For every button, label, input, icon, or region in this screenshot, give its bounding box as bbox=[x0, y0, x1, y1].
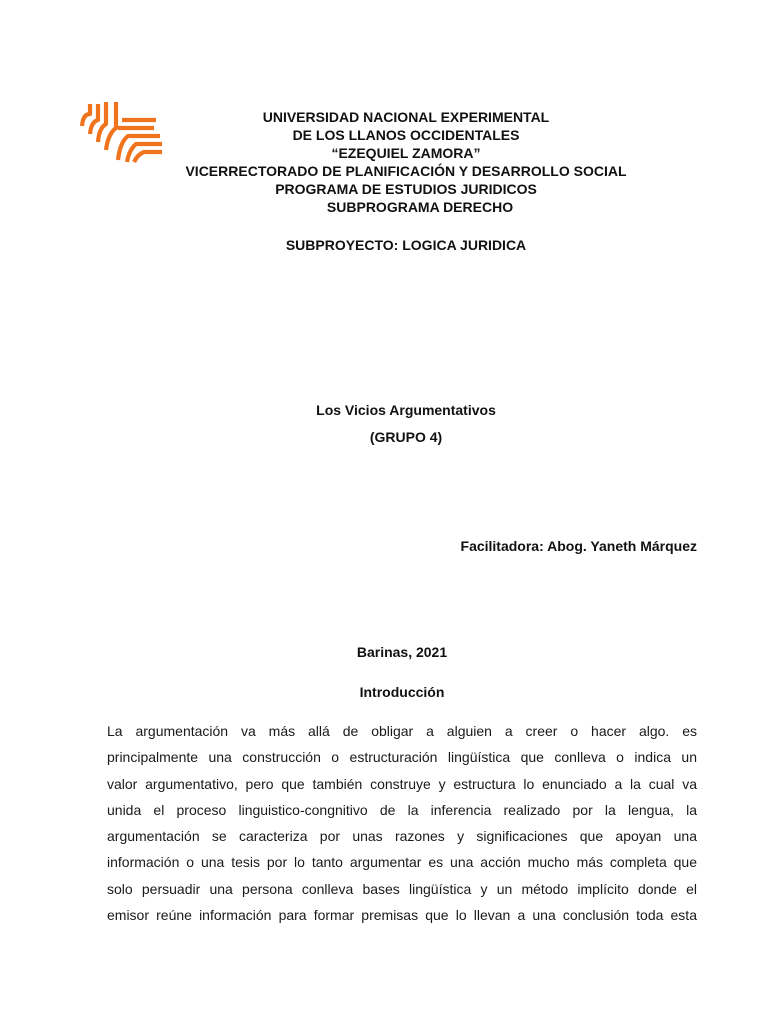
header-line-vicerrectorado: VICERRECTORADO DE PLANIFICACIÓN Y DESARROLLO SOCIAL bbox=[185, 163, 627, 179]
place-date: Barinas, 2021 bbox=[356, 644, 448, 660]
paragraph-line: unida el proceso linguistico-congnitivo de la inferencia realizado por la lengua, la bbox=[107, 801, 697, 818]
introduction-paragraph bbox=[107, 718, 697, 928]
facilitator-line: Facilitadora: Abog. Yaneth Márquez bbox=[460, 538, 697, 554]
institution-header bbox=[150, 108, 662, 216]
document-group: (GRUPO 4) bbox=[369, 429, 443, 445]
header-line-program: PROGRAMA DE ESTUDIOS JURIDICOS bbox=[275, 181, 537, 197]
paragraph-line: valor argumentativo, pero que también construye y estructura lo enunciado a la cual va bbox=[107, 775, 697, 792]
header-line-name: “EZEQUIEL ZAMORA” bbox=[331, 145, 481, 161]
paragraph-line: La argumentación va más allá de obligar a alguien a creer o hacer algo. es bbox=[107, 723, 697, 739]
paragraph-line: emisor reúne información para formar premisas que lo llevan a una conclusión toda esta bbox=[107, 907, 697, 924]
paragraph-line: información o una tesis por lo tanto argumentar es una acción mucho más completa que bbox=[107, 854, 697, 871]
paragraph-line: argumentación se caracteriza por unas razones y significaciones que apoyan una bbox=[107, 828, 697, 845]
subproject-title: SUBPROYECTO: LOGICA JURIDICA bbox=[285, 237, 527, 253]
section-title-introduction: Introducción bbox=[359, 684, 445, 700]
paragraph-line: principalmente una construcción o estructuración lingüística que conlleva o indica un bbox=[107, 749, 697, 766]
header-line-university: UNIVERSIDAD NACIONAL EXPERIMENTAL bbox=[262, 109, 550, 125]
document-title: Los Vicios Argumentativos bbox=[316, 402, 496, 418]
header-line-region: DE LOS LLANOS OCCIDENTALES bbox=[292, 127, 520, 143]
header-line-subprogram: SUBPROGRAMA DERECHO bbox=[326, 199, 514, 215]
paragraph-line: solo persuadir una persona conlleva bases lingüística y un método implícito donde el bbox=[107, 880, 697, 897]
